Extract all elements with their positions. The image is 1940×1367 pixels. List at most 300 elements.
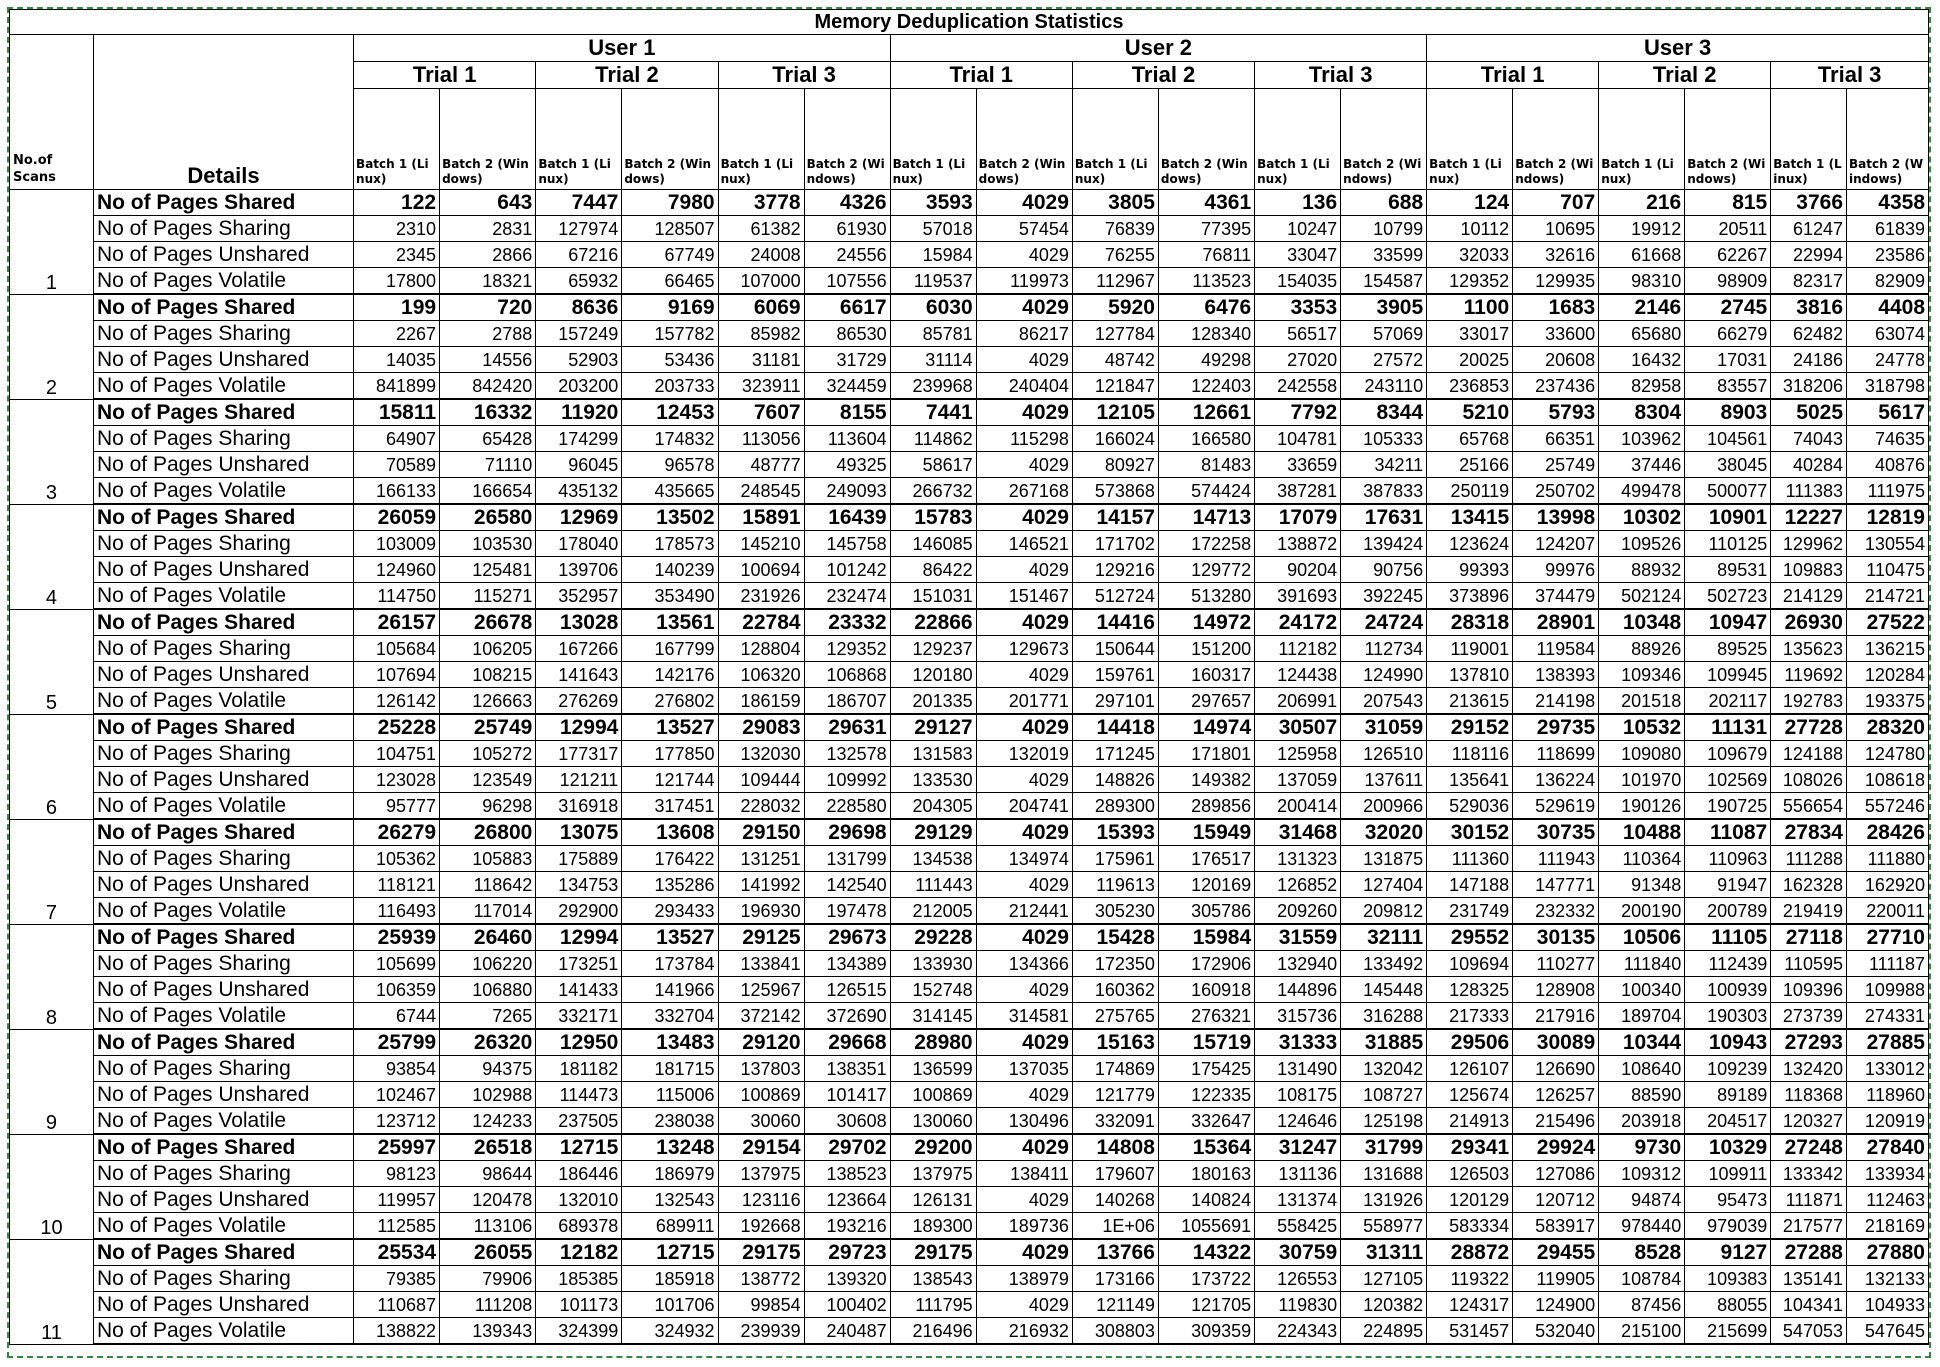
- value-cell: 317451: [622, 793, 718, 820]
- value-cell: 66465: [622, 268, 718, 295]
- value-cell: 293433: [622, 898, 718, 925]
- value-cell: 29152: [1427, 714, 1513, 741]
- value-cell: 4408: [1847, 294, 1929, 321]
- table-row: [10, 426, 1929, 452]
- value-cell: 139320: [804, 1266, 890, 1292]
- value-cell: 96298: [440, 793, 536, 820]
- detail-label: No of Pages Volatile: [93, 373, 353, 400]
- value-cell: 25997: [354, 1134, 440, 1161]
- value-cell: 134753: [536, 872, 622, 898]
- user-header: User 1: [354, 35, 891, 62]
- value-cell: 48777: [718, 452, 804, 478]
- value-cell: 124233: [440, 1108, 536, 1135]
- detail-label: No of Pages Shared: [93, 504, 353, 531]
- value-cell: 15428: [1072, 924, 1158, 951]
- value-cell: 353490: [622, 583, 718, 610]
- value-cell: 82317: [1771, 268, 1847, 295]
- value-cell: 117014: [440, 898, 536, 925]
- value-cell: 13075: [536, 819, 622, 846]
- value-cell: 180163: [1158, 1161, 1254, 1187]
- table-row: [10, 347, 1929, 373]
- value-cell: 3805: [1072, 190, 1158, 216]
- value-cell: 147771: [1513, 872, 1599, 898]
- value-cell: 502124: [1599, 583, 1685, 610]
- value-cell: 139343: [440, 1318, 536, 1345]
- value-cell: 99976: [1513, 557, 1599, 583]
- value-cell: 104781: [1255, 426, 1341, 452]
- value-cell: 132940: [1255, 951, 1341, 977]
- value-cell: 125198: [1341, 1108, 1427, 1135]
- value-cell: 7792: [1255, 399, 1341, 426]
- value-cell: 14418: [1072, 714, 1158, 741]
- detail-label: No of Pages Volatile: [93, 898, 353, 925]
- value-cell: 120284: [1847, 662, 1929, 688]
- value-cell: 98909: [1685, 268, 1771, 295]
- value-cell: 236853: [1427, 373, 1513, 400]
- value-cell: 29200: [890, 1134, 976, 1161]
- table-row: [10, 557, 1929, 583]
- value-cell: 499478: [1599, 478, 1685, 505]
- value-cell: 204517: [1685, 1108, 1771, 1135]
- table-row: [10, 399, 1929, 426]
- value-cell: 4029: [976, 1292, 1072, 1318]
- value-cell: 166133: [354, 478, 440, 505]
- batch-header: Batch 2 (Windows): [440, 89, 536, 190]
- value-cell: 172350: [1072, 951, 1158, 977]
- value-cell: 318798: [1847, 373, 1929, 400]
- value-cell: 137975: [890, 1161, 976, 1187]
- value-cell: 174832: [622, 426, 718, 452]
- scan-number: 8: [10, 924, 94, 1029]
- value-cell: 151200: [1158, 636, 1254, 662]
- value-cell: 4029: [976, 347, 1072, 373]
- value-cell: 106880: [440, 977, 536, 1003]
- value-cell: 126503: [1427, 1161, 1513, 1187]
- table-row: [10, 1056, 1929, 1082]
- value-cell: 37446: [1599, 452, 1685, 478]
- detail-label: No of Pages Volatile: [93, 1318, 353, 1345]
- value-cell: 13028: [536, 609, 622, 636]
- value-cell: 113106: [440, 1213, 536, 1240]
- value-cell: 5025: [1771, 399, 1847, 426]
- value-cell: 2146: [1599, 294, 1685, 321]
- trial-header: Trial 1: [1427, 62, 1599, 89]
- value-cell: 240404: [976, 373, 1072, 400]
- value-cell: 10247: [1255, 216, 1341, 242]
- value-cell: 132133: [1847, 1266, 1929, 1292]
- value-cell: 105684: [354, 636, 440, 662]
- value-cell: 232332: [1513, 898, 1599, 925]
- value-cell: 125481: [440, 557, 536, 583]
- value-cell: 212005: [890, 898, 976, 925]
- value-cell: 5210: [1427, 399, 1513, 426]
- value-cell: 134974: [976, 846, 1072, 872]
- value-cell: 136599: [890, 1056, 976, 1082]
- value-cell: 4029: [976, 399, 1072, 426]
- table-row: [10, 1213, 1929, 1240]
- value-cell: 24556: [804, 242, 890, 268]
- value-cell: 114862: [890, 426, 976, 452]
- value-cell: 29698: [804, 819, 890, 846]
- value-cell: 29175: [718, 1239, 804, 1266]
- value-cell: 276269: [536, 688, 622, 715]
- value-cell: 108727: [1341, 1082, 1427, 1108]
- value-cell: 373896: [1427, 583, 1513, 610]
- value-cell: 109945: [1685, 662, 1771, 688]
- value-cell: 120382: [1341, 1292, 1427, 1318]
- value-cell: 203200: [536, 373, 622, 400]
- value-cell: 126515: [804, 977, 890, 1003]
- trial-header: Trial 1: [890, 62, 1072, 89]
- value-cell: 133934: [1847, 1161, 1929, 1187]
- value-cell: 841899: [354, 373, 440, 400]
- value-cell: 138411: [976, 1161, 1072, 1187]
- value-cell: 6030: [890, 294, 976, 321]
- value-cell: 172258: [1158, 531, 1254, 557]
- value-cell: 30152: [1427, 819, 1513, 846]
- value-cell: 124990: [1341, 662, 1427, 688]
- value-cell: 62267: [1685, 242, 1771, 268]
- value-cell: 179607: [1072, 1161, 1158, 1187]
- value-cell: 95473: [1685, 1187, 1771, 1213]
- value-cell: 56517: [1255, 321, 1341, 347]
- value-cell: 532040: [1513, 1318, 1599, 1345]
- value-cell: 224343: [1255, 1318, 1341, 1345]
- value-cell: 228032: [718, 793, 804, 820]
- value-cell: 26678: [440, 609, 536, 636]
- value-cell: 52903: [536, 347, 622, 373]
- value-cell: 120919: [1847, 1108, 1929, 1135]
- value-cell: 133530: [890, 767, 976, 793]
- value-cell: 88590: [1599, 1082, 1685, 1108]
- value-cell: 25799: [354, 1029, 440, 1056]
- value-cell: 79385: [354, 1266, 440, 1292]
- value-cell: 124438: [1255, 662, 1341, 688]
- value-cell: 289856: [1158, 793, 1254, 820]
- value-cell: 583917: [1513, 1213, 1599, 1240]
- value-cell: 13483: [622, 1029, 718, 1056]
- value-cell: 111871: [1771, 1187, 1847, 1213]
- value-cell: 101970: [1599, 767, 1685, 793]
- value-cell: 131374: [1255, 1187, 1341, 1213]
- value-cell: 140239: [622, 557, 718, 583]
- value-cell: 332704: [622, 1003, 718, 1030]
- value-cell: 203918: [1599, 1108, 1685, 1135]
- value-cell: 8155: [804, 399, 890, 426]
- value-cell: 13248: [622, 1134, 718, 1161]
- value-cell: 29552: [1427, 924, 1513, 951]
- value-cell: 10302: [1599, 504, 1685, 531]
- value-cell: 2831: [440, 216, 536, 242]
- value-cell: 204305: [890, 793, 976, 820]
- value-cell: 324459: [804, 373, 890, 400]
- value-cell: 297101: [1072, 688, 1158, 715]
- value-cell: 93854: [354, 1056, 440, 1082]
- value-cell: 10329: [1685, 1134, 1771, 1161]
- value-cell: 91348: [1599, 872, 1685, 898]
- value-cell: 231926: [718, 583, 804, 610]
- value-cell: 67216: [536, 242, 622, 268]
- value-cell: 33017: [1427, 321, 1513, 347]
- value-cell: 166654: [440, 478, 536, 505]
- value-cell: 123116: [718, 1187, 804, 1213]
- table-row: [10, 714, 1929, 741]
- table-row: [10, 1187, 1929, 1213]
- value-cell: 10799: [1341, 216, 1427, 242]
- value-cell: 9127: [1685, 1239, 1771, 1266]
- user-header: User 2: [890, 35, 1427, 62]
- value-cell: 215699: [1685, 1318, 1771, 1345]
- value-cell: 4029: [976, 872, 1072, 898]
- value-cell: 15163: [1072, 1029, 1158, 1056]
- table-row: [10, 951, 1929, 977]
- value-cell: 29150: [718, 819, 804, 846]
- value-cell: 4029: [976, 1082, 1072, 1108]
- value-cell: 137810: [1427, 662, 1513, 688]
- value-cell: 128507: [622, 216, 718, 242]
- value-cell: 29702: [804, 1134, 890, 1161]
- value-cell: 28872: [1427, 1239, 1513, 1266]
- value-cell: 7265: [440, 1003, 536, 1030]
- value-cell: 173784: [622, 951, 718, 977]
- value-cell: 88926: [1599, 636, 1685, 662]
- value-cell: 61930: [804, 216, 890, 242]
- value-cell: 132030: [718, 741, 804, 767]
- value-cell: 237436: [1513, 373, 1599, 400]
- value-cell: 137975: [718, 1161, 804, 1187]
- value-cell: 14974: [1158, 714, 1254, 741]
- value-cell: 34211: [1341, 452, 1427, 478]
- value-cell: 133841: [718, 951, 804, 977]
- value-cell: 70589: [354, 452, 440, 478]
- table-row: [10, 478, 1929, 505]
- value-cell: 127404: [1341, 872, 1427, 898]
- value-cell: 25939: [354, 924, 440, 951]
- value-cell: 128325: [1427, 977, 1513, 1003]
- value-cell: 115006: [622, 1082, 718, 1108]
- value-cell: 4029: [976, 924, 1072, 951]
- table-row: [10, 242, 1929, 268]
- value-cell: 124960: [354, 557, 440, 583]
- value-cell: 109679: [1685, 741, 1771, 767]
- value-cell: 126510: [1341, 741, 1427, 767]
- detail-label: No of Pages Sharing: [93, 321, 353, 347]
- scan-number: 10: [10, 1134, 94, 1239]
- value-cell: 140824: [1158, 1187, 1254, 1213]
- value-cell: 26157: [354, 609, 440, 636]
- value-cell: 112182: [1255, 636, 1341, 662]
- value-cell: 61668: [1599, 242, 1685, 268]
- value-cell: 14808: [1072, 1134, 1158, 1161]
- value-cell: 49298: [1158, 347, 1254, 373]
- value-cell: 27293: [1771, 1029, 1847, 1056]
- value-cell: 6617: [804, 294, 890, 321]
- value-cell: 138393: [1513, 662, 1599, 688]
- table-row: [10, 1082, 1929, 1108]
- value-cell: 120478: [440, 1187, 536, 1213]
- value-cell: 137059: [1255, 767, 1341, 793]
- value-cell: 4029: [976, 1187, 1072, 1213]
- value-cell: 82909: [1847, 268, 1929, 295]
- value-cell: 138772: [718, 1266, 804, 1292]
- value-cell: 5793: [1513, 399, 1599, 426]
- value-cell: 13527: [622, 714, 718, 741]
- value-cell: 12105: [1072, 399, 1158, 426]
- value-cell: 119905: [1513, 1266, 1599, 1292]
- scan-number: 1: [10, 190, 94, 295]
- value-cell: 323911: [718, 373, 804, 400]
- value-cell: 181182: [536, 1056, 622, 1082]
- value-cell: 12715: [622, 1239, 718, 1266]
- value-cell: 372690: [804, 1003, 890, 1030]
- value-cell: 99854: [718, 1292, 804, 1318]
- value-cell: 132578: [804, 741, 890, 767]
- value-cell: 3778: [718, 190, 804, 216]
- value-cell: 126690: [1513, 1056, 1599, 1082]
- value-cell: 583334: [1427, 1213, 1513, 1240]
- value-cell: 109239: [1685, 1056, 1771, 1082]
- value-cell: 129216: [1072, 557, 1158, 583]
- value-cell: 31799: [1341, 1134, 1427, 1161]
- value-cell: 76255: [1072, 242, 1158, 268]
- table-row: [10, 294, 1929, 321]
- value-cell: 65680: [1599, 321, 1685, 347]
- value-cell: 83557: [1685, 373, 1771, 400]
- value-cell: 98644: [440, 1161, 536, 1187]
- value-cell: 108215: [440, 662, 536, 688]
- batch-header: Batch 2 (Windows): [1158, 89, 1254, 190]
- value-cell: 435132: [536, 478, 622, 505]
- value-cell: 332647: [1158, 1108, 1254, 1135]
- value-cell: 62482: [1771, 321, 1847, 347]
- detail-label: No of Pages Volatile: [93, 793, 353, 820]
- value-cell: 119973: [976, 268, 1072, 295]
- value-cell: 131490: [1255, 1056, 1341, 1082]
- value-cell: 121779: [1072, 1082, 1158, 1108]
- table-row: [10, 190, 1929, 216]
- detail-label: No of Pages Sharing: [93, 1056, 353, 1082]
- detail-label: No of Pages Unshared: [93, 1187, 353, 1213]
- value-cell: 33599: [1341, 242, 1427, 268]
- value-cell: 138979: [976, 1266, 1072, 1292]
- value-cell: 171245: [1072, 741, 1158, 767]
- value-cell: 27522: [1847, 609, 1929, 636]
- value-cell: 154035: [1255, 268, 1341, 295]
- value-cell: 137611: [1341, 767, 1427, 793]
- table-row: [10, 741, 1929, 767]
- value-cell: 249093: [804, 478, 890, 505]
- value-cell: 111975: [1847, 478, 1929, 505]
- value-cell: 332171: [536, 1003, 622, 1030]
- value-cell: 352957: [536, 583, 622, 610]
- value-cell: 203733: [622, 373, 718, 400]
- value-cell: 99393: [1427, 557, 1513, 583]
- value-cell: 16332: [440, 399, 536, 426]
- value-cell: 196930: [718, 898, 804, 925]
- value-cell: 151031: [890, 583, 976, 610]
- value-cell: 15783: [890, 504, 976, 531]
- value-cell: 529036: [1427, 793, 1513, 820]
- value-cell: 33600: [1513, 321, 1599, 347]
- value-cell: 250702: [1513, 478, 1599, 505]
- value-cell: 90204: [1255, 557, 1341, 583]
- table-row: [10, 373, 1929, 400]
- table-row: [10, 767, 1929, 793]
- value-cell: 111443: [890, 872, 976, 898]
- value-cell: 276321: [1158, 1003, 1254, 1030]
- value-cell: 29668: [804, 1029, 890, 1056]
- value-cell: 61382: [718, 216, 804, 242]
- value-cell: 689378: [536, 1213, 622, 1240]
- value-cell: 119692: [1771, 662, 1847, 688]
- value-cell: 14035: [354, 347, 440, 373]
- value-cell: 137803: [718, 1056, 804, 1082]
- value-cell: 112463: [1847, 1187, 1929, 1213]
- value-cell: 200966: [1341, 793, 1427, 820]
- value-cell: 186446: [536, 1161, 622, 1187]
- value-cell: 124207: [1513, 531, 1599, 557]
- value-cell: 107556: [804, 268, 890, 295]
- value-cell: 193216: [804, 1213, 890, 1240]
- value-cell: 176517: [1158, 846, 1254, 872]
- value-cell: 105362: [354, 846, 440, 872]
- value-cell: 30608: [804, 1108, 890, 1135]
- scans-header: No.of Scans: [10, 35, 94, 190]
- value-cell: 40284: [1771, 452, 1847, 478]
- value-cell: 192668: [718, 1213, 804, 1240]
- value-cell: 111208: [440, 1292, 536, 1318]
- value-cell: 110595: [1771, 951, 1847, 977]
- value-cell: 5920: [1072, 294, 1158, 321]
- value-cell: 167266: [536, 636, 622, 662]
- value-cell: 119830: [1255, 1292, 1341, 1318]
- value-cell: 108175: [1255, 1082, 1341, 1108]
- value-cell: 29154: [718, 1134, 804, 1161]
- value-cell: 123712: [354, 1108, 440, 1135]
- value-cell: 108618: [1847, 767, 1929, 793]
- value-cell: 139424: [1341, 531, 1427, 557]
- value-cell: 178573: [622, 531, 718, 557]
- detail-label: No of Pages Unshared: [93, 452, 353, 478]
- user-header: User 3: [1427, 35, 1929, 62]
- trial-header: Trial 3: [1255, 62, 1427, 89]
- value-cell: 138543: [890, 1266, 976, 1292]
- value-cell: 13998: [1513, 504, 1599, 531]
- value-cell: 123664: [804, 1187, 890, 1213]
- value-cell: 31311: [1341, 1239, 1427, 1266]
- value-cell: 166580: [1158, 426, 1254, 452]
- value-cell: 26800: [440, 819, 536, 846]
- value-cell: 24724: [1341, 609, 1427, 636]
- value-cell: 88055: [1685, 1292, 1771, 1318]
- value-cell: 119001: [1427, 636, 1513, 662]
- value-cell: 4029: [976, 294, 1072, 321]
- value-cell: 206991: [1255, 688, 1341, 715]
- value-cell: 109988: [1847, 977, 1929, 1003]
- value-cell: 142176: [622, 662, 718, 688]
- value-cell: 142540: [804, 872, 890, 898]
- value-cell: 547645: [1847, 1318, 1929, 1345]
- value-cell: 29673: [804, 924, 890, 951]
- table-row: [10, 1003, 1929, 1030]
- value-cell: 63074: [1847, 321, 1929, 347]
- scan-number: 6: [10, 714, 94, 819]
- table-row: [10, 898, 1929, 925]
- value-cell: 100939: [1685, 977, 1771, 1003]
- value-cell: 574424: [1158, 478, 1254, 505]
- value-cell: 238038: [622, 1108, 718, 1135]
- value-cell: 111360: [1427, 846, 1513, 872]
